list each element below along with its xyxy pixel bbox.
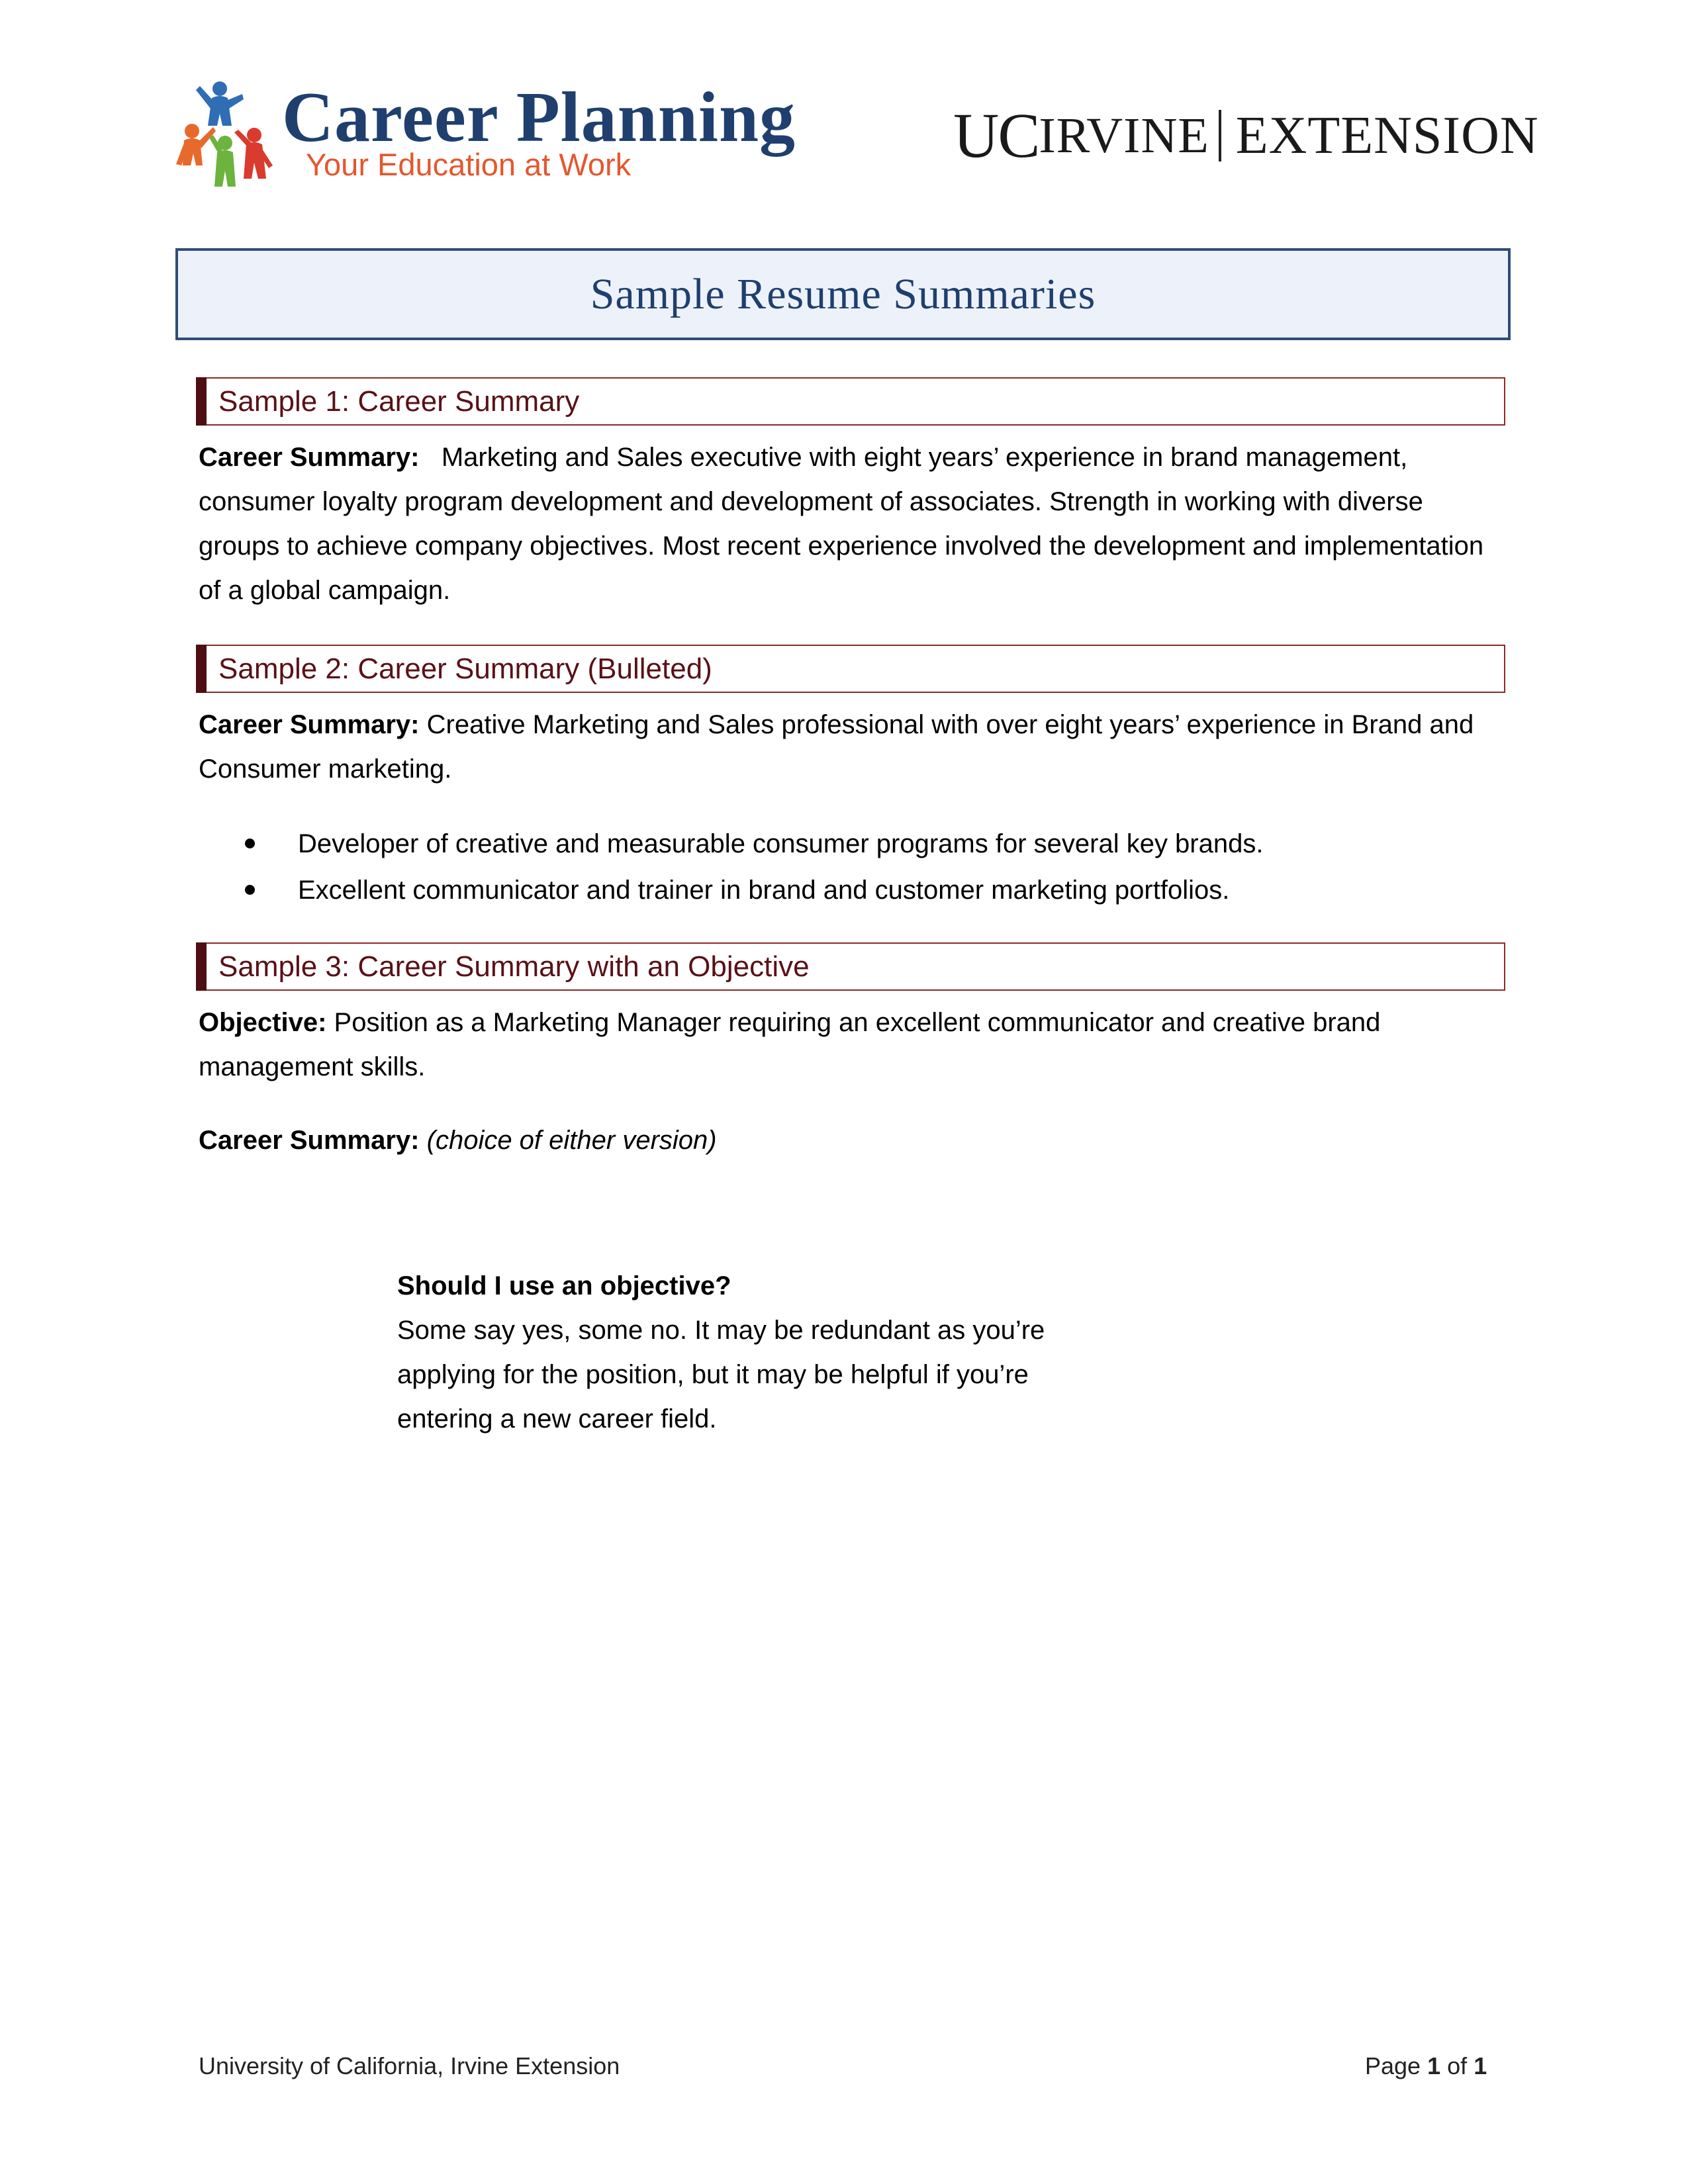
sample-1-paragraph	[199, 435, 1509, 613]
objective-label: Objective:	[199, 1008, 327, 1037]
section-header-sample-2	[196, 645, 1505, 693]
objective-text: Position as a Marketing Manager requiring an excellent communicator and creative brand management skills.	[199, 1008, 1381, 1081]
title-box	[175, 248, 1511, 340]
note-question: Should I use an objective?	[397, 1271, 731, 1300]
career-planning-logo-figures-icon	[173, 79, 279, 192]
section-header-sample-1	[196, 377, 1505, 426]
uci-logo-extension: EXTENSION	[1235, 107, 1539, 165]
uci-logo-uc: UC	[953, 100, 1039, 171]
list-item	[245, 867, 1489, 913]
career-summary-label: Career Summary:	[199, 710, 420, 739]
bullet-text: Excellent communicator and trainer in brand and customer marketing portfolios.	[298, 876, 1230, 905]
footer-page-number	[1365, 2052, 1487, 2081]
page-total: 1	[1474, 2052, 1487, 2079]
section-header-text: Sample 2: Career Summary (Bulleted)	[218, 652, 712, 685]
career-summary-label: Career Summary:	[199, 443, 420, 472]
career-summary-label: Career Summary:	[199, 1126, 420, 1155]
sample-3-summary-paragraph	[199, 1118, 1509, 1163]
bullet-text: Developer of creative and measurable consumer programs for several key brands.	[298, 829, 1264, 858]
section-header-text: Sample 1: Career Summary	[218, 385, 580, 418]
bullet-icon	[245, 839, 255, 848]
bullet-icon	[245, 885, 255, 895]
page-of: of	[1447, 2052, 1468, 2079]
page-title: Sample Resume Summaries	[590, 269, 1096, 318]
brand-title: Career Planning	[282, 78, 796, 157]
summary-placeholder-text: (choice of either version)	[426, 1126, 717, 1155]
note-answer: Some say yes, some no. It may be redundant as you’re applying for the position, but it may be helpful if you’re entering a new career field.	[397, 1316, 1045, 1433]
uci-logo-irvine: IRVINE	[1039, 108, 1209, 163]
sample-2-text: Creative Marketing and Sales professional with over eight years’ experience in Brand and Consumer marketing.	[199, 710, 1474, 784]
page-prefix: Page	[1365, 2052, 1421, 2079]
sample-1-text: Marketing and Sales executive with eight years’ experience in brand management, consumer loyalty program development and development of associates. Strength in working with diverse groups to achieve company objectives. Most recent experience involved the development and implementation of a global campaign.	[199, 443, 1484, 605]
section-header-text: Sample 3: Career Summary with an Objective	[218, 950, 810, 983]
sample-3-objective-paragraph	[199, 1001, 1509, 1089]
section-header-sample-3	[196, 942, 1505, 991]
uci-logo-divider	[1219, 110, 1221, 161]
list-item	[245, 821, 1489, 867]
page-current: 1	[1427, 2052, 1441, 2079]
brand-tagline: Your Education at Work	[306, 147, 632, 182]
sample-2-bullet-list	[245, 821, 1489, 913]
sample-2-paragraph	[199, 703, 1509, 792]
footer-institution: University of California, Irvine Extension	[199, 2052, 620, 2079]
uci-extension-logo	[953, 99, 1539, 172]
objective-note	[397, 1264, 1125, 1441]
